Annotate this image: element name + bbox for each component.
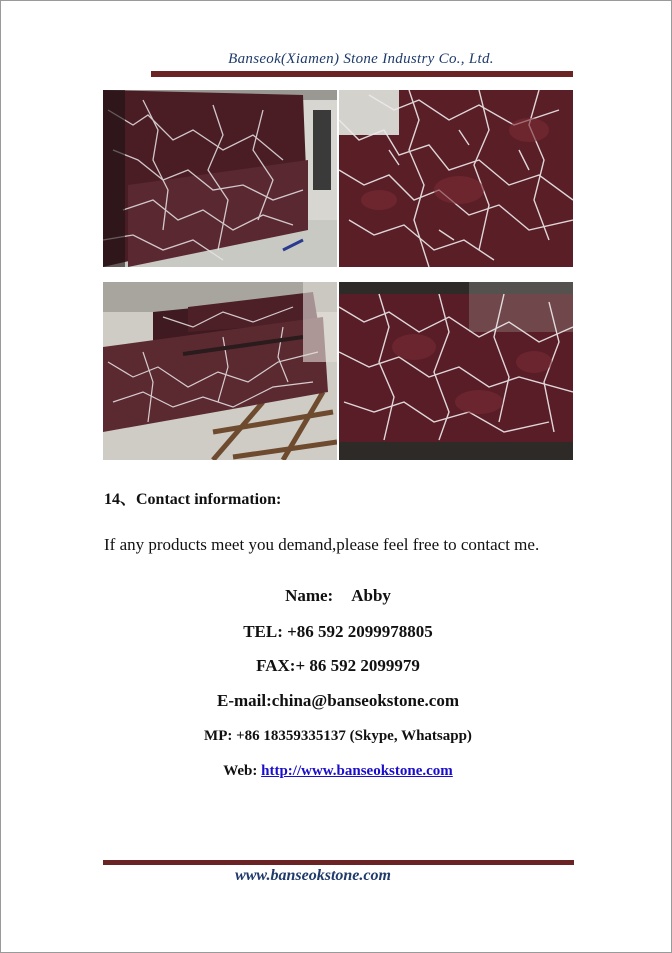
contact-name-line xyxy=(103,586,573,606)
footer-rule xyxy=(103,860,574,865)
web-label: Web: xyxy=(223,763,262,779)
name-label: Name: xyxy=(285,586,334,605)
contact-section-heading: 14、Contact information: xyxy=(104,491,282,508)
name-value: Abby xyxy=(351,586,391,605)
contact-email: E-mail:china@banseokstone.com xyxy=(216,691,460,710)
marble-photo-1 xyxy=(103,90,337,267)
header-company-name: Banseok(Xiamen) Stone Industry Co., Ltd. xyxy=(228,51,494,67)
contact-fax: FAX:+ 86 592 2099979 xyxy=(256,656,420,675)
marble-photo-3 xyxy=(103,282,337,460)
marble-photo-2 xyxy=(339,90,573,267)
contact-tel: TEL: +86 592 2099978805 xyxy=(243,622,433,641)
footer-website: www.banseokstone.com xyxy=(235,867,391,884)
marble-photo-4 xyxy=(339,282,573,460)
contact-mobile: MP: +86 18359335137 (Skype, Whatsapp) xyxy=(204,728,472,744)
contact-web-line xyxy=(103,763,573,780)
contact-intro-text: If any products meet you demand,please feel free to contact me. xyxy=(104,535,540,554)
website-link[interactable]: http://www.banseokstone.com xyxy=(261,763,453,779)
header-rule xyxy=(151,71,573,77)
